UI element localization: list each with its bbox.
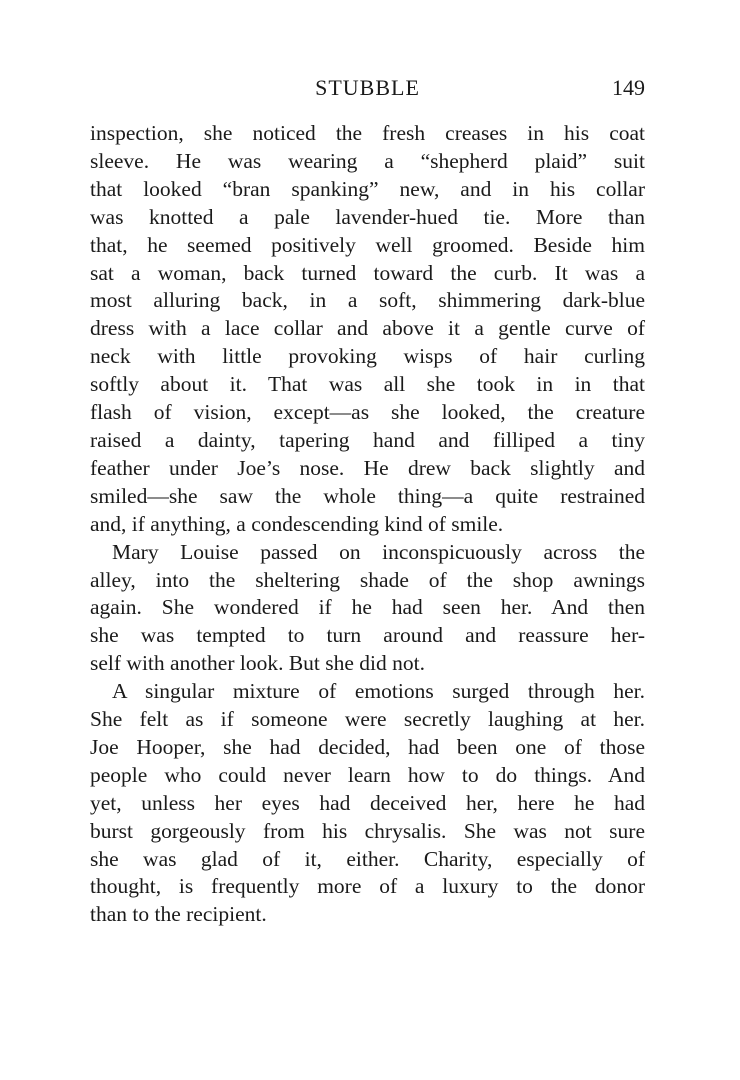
running-head (90, 75, 645, 109)
text-line: she was glad of it, either. Charity, especially of (90, 846, 645, 871)
text-line: burst gorgeously from his chrysalis. She was not sure (90, 818, 645, 843)
text-line: yet, unless her eyes had deceived her, here he had (90, 790, 645, 815)
text-line: and, if anything, a condescending kind of smile. (90, 511, 504, 536)
text-line: raised a dainty, tapering hand and filliped a tiny (90, 427, 645, 452)
page-number: 149 (612, 75, 645, 100)
text-line: that looked “bran spanking” new, and in his collar (90, 176, 645, 201)
text-line: sleeve. He was wearing a “shepherd plaid” suit (90, 148, 645, 173)
text-line: inspection, she noticed the fresh creases in his coat (90, 121, 645, 145)
text-line: neck with little provoking wisps of hair curling (90, 344, 645, 369)
paragraph (90, 120, 645, 539)
text-line: sat a woman, back turned toward the curb. It was a (90, 260, 645, 285)
text-line: self with another look. But she did not. (90, 651, 426, 676)
text-line: softly about it. That was all she took in in that (90, 372, 645, 397)
paragraph (90, 539, 645, 679)
body-text (90, 120, 645, 929)
text-line: that, he seemed positively well groomed. Beside him (90, 232, 645, 257)
text-line: feather under Joe’s nose. He drew back slightly and (90, 455, 645, 480)
text-line: A singular mixture of emotions surged through her. (112, 679, 645, 704)
text-line: than to the recipient. (90, 902, 267, 927)
text-line: she was tempted to turn around and reassure her- (90, 623, 645, 648)
text-line: thought, is frequently more of a luxury to the donor (90, 874, 645, 899)
text-line: most alluring back, in a soft, shimmering dark-blue (90, 288, 645, 313)
text-line: smiled—she saw the whole thing—a quite restrained (90, 483, 645, 508)
text-line: people who could never learn how to do things. And (90, 762, 645, 787)
paragraph (90, 678, 645, 929)
running-title: STUBBLE (315, 75, 420, 100)
text-line: She felt as if someone were secretly laughing at her. (90, 707, 645, 732)
text-line: Mary Louise passed on inconspicuously across the (112, 539, 645, 564)
text-line: Joe Hooper, she had decided, had been one of those (90, 734, 645, 759)
text-line: again. She wondered if he had seen her. And then (90, 595, 645, 620)
text-line: dress with a lace collar and above it a gentle curve of (90, 316, 645, 341)
book-page (90, 75, 645, 929)
text-line: alley, into the sheltering shade of the shop awnings (90, 567, 645, 592)
text-line: flash of vision, except—as she looked, the creature (90, 400, 645, 425)
text-line: was knotted a pale lavender-hued tie. More than (90, 204, 645, 229)
